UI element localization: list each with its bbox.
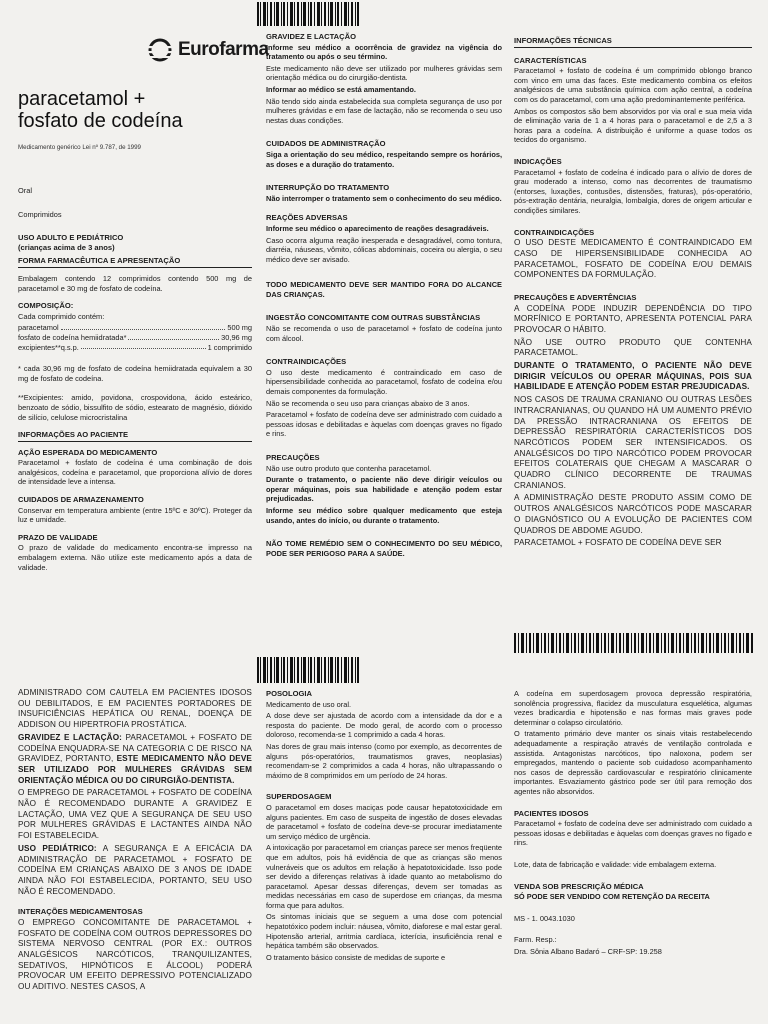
codeina-superdose-text: A codeína em superdosagem provoca depressão respiratória, sonolência progressiva, flacidez da musculatura esquelética, algumas vezes bradicardia e hipotensão e nas formas mais graves pode determinar o colapso circulatório. [514,689,752,727]
dosage-form: Comprimidos [18,209,62,219]
superdosagem-text-4: O tratamento básico consiste de medidas de suporte e [266,952,446,962]
footnote-2: **Excipientes: amido, povidona, crospovidona, ácido esteárico, benzoato de sódio, bissulfito de sódio, estearato de magnésio, dióxido de silício, celulose microcristalina [18,393,252,422]
idosos-text: Paracetamol + fosfato de codeína deve ser administrado com cuidado a pessoas idosas e debilitadas e àquelas com doenças graves no fígado e rins. [514,819,752,848]
composition-row [18,333,252,343]
column-2 [266,32,502,630]
cuidados-text: Conservar em temperatura ambiente (entre 15ºC e 30ºC). Proteger da luz e umidade. [18,505,252,525]
generic-note: Medicamento genérico Lei nº 9.787, de 1999 [18,144,142,151]
prec-bold: DURANTE O TRATAMENTO, O PACIENTE NÃO DEVE DIRIGIR VEÍCULOS OU OPERAR MÁQUINAS, POIS SUA HABILIDADE E ATENÇÃO PODEM ESTAR PREJUDICADAS. [514,361,752,392]
prec-caps-1: A CODEÍNA PODE INDUZIR DEPENDÊNCIA DO TIPO MORFÍNICO E PORTANTO, APRESENTA POTENCIAL PARA PROVOCAR O HÁBITO. [514,303,752,334]
column-3 [514,36,752,626]
precaucoes-bold: Durante o tratamento, o paciente não deve dirigir veículos ou operar máquinas, pois sua habilidade e atenção podem estar prejudicadas. [266,475,502,504]
product-title [18,88,183,132]
barcode-bottom-center [257,657,359,683]
brand-logo [148,38,269,62]
interacoes-caps: O EMPREGO CONCOMITANTE DE PARACETAMOL + FOSFATO DE CODEÍNA COM OUTROS DEPRESSORES DO SISTEMA NERVOSO CENTRAL (POR EX.: OUTROS ANALGÉSICOS NARCÓTICOS, TRANQUILIZANTES, SEDATIVOS, HIPNÓTICOS E ÁLCOOL) PODERÁ PROVOCAR UM EFEITO DEPRESSIVO POTENCIALIZADO OU ADITIVO. NESTES CASOS, A [18,917,252,992]
composition-value: 500 mg [227,323,252,333]
cuidados-title: CUIDADOS DE ARMAZENAMENTO [18,495,144,505]
tratamento-text: O tratamento primário deve manter os sinais vitais restabelecendo adequadamente a respiração através de ventilação controlada e assistida. Antagonistas narcóticos, tipo naloxona, podem ser empregados, mantendo o paciente sob cuidadoso acompanhamento nos casos de depressão cardiovascular e respiratório clinicamente importantes. Esvaziamento gástrico pode ser útil para remoção dos agentes não absorvidos. [514,729,752,796]
forma-text: Embalagem contendo 12 comprimidos contendo 500 mg de paracetamol e 30 mg de fosfato de codeína. [18,273,252,293]
section-forma: FORMA FARMACÊUTICA E APRESENTAÇÃO [18,256,252,268]
gravidez-caps: PARACETAMOL + FOSFATO DE CODEÍNA ENQUADRA-SE NA CATEGORIA C DE RISCO NA GRAVIDEZ, PORTANTO, [18,732,252,764]
contra-tec-title: CONTRAINDICAÇÕES [514,227,595,237]
product-title-line1: paracetamol + [18,88,146,110]
gravidez-caps-para [18,733,252,787]
prec-caps-3: NOS CASOS DE TRAUMA CRANIANO OU OUTRAS LESÕES INTRACRANIANAS, OU QUANDO HÁ UM AUMENTO PRÉVIO DA PRESSÃO INTRACRANIANA OS EFEITOS DE DEPRESSÃO RESPIRATÓRIA CARACTERÍSTICOS DOS NARCÓTICOS PODEM SER INTENSIFICADOS. OS ANALGÉSICOS DO TIPO NARCÓTICO PODEM PROVOCAR EFEITOS COLATERAIS QUE CHEGAM A MASCARAR O QUADRO CLÍNICO DECORRENTE DE TRAUMAS CRANIANOS. [514,395,752,490]
composition-value: 30,96 mg [221,332,252,342]
acao-text: Paracetamol + fosfato de codeína é uma combinação de dois analgésicos, codeína e paracetamol, que proporciona alívio de dores de intensidade leve a intensa. [18,458,252,487]
precaucoes-bold-2: Informe seu médico sobre qualquer medicamento que esteja usando, antes do início, ou durante o tratamento. [266,505,502,525]
admin-bold: Siga a orientação do seu médico, respeitando sempre os horários, as doses e a duração do tratamento. [266,149,502,169]
prec-caps-5: PARACETAMOL + FOSFATO DE CODEÍNA DEVE SER [514,538,722,548]
prec-caps-2: NÃO USE OUTRO PRODUTO QUE CONTENHA PARACETAMOL. [514,337,752,358]
gravidez-caps-2: O EMPREGO DE PARACETAMOL + FOSFATO DE CODEÍNA NÃO É RECOMENDADO DURANTE A GRAVIDEZ E LACTAÇÃO, UMA VEZ QUE A SEGURANÇA DE SEU USO POR MULHERES GRÁVIDAS E LACTANTES AINDA NÃO FOI ESTABELECIDA. [18,788,252,841]
prazo-title: PRAZO DE VALIDADE [18,532,98,542]
venda-bold: SÓ PODE SER VENDIDO COM RETENÇÃO DA RECEITA [514,892,710,902]
reacoes-bold: Informe seu médico o aparecimento de reações desagradáveis. [266,223,489,233]
reacoes-title: REAÇÕES ADVERSAS [266,213,348,223]
composition-name: paracetamol [18,323,59,333]
prec-caps-4: A ADMINISTRAÇÃO DESTE PRODUTO ASSIM COMO DE OUTROS ANALGÉSICOS NARCÓTICOS PODE MASCARAR O DIAGNÓSTICO OU A EVOLUÇÃO DE PACIENTES COM QUADROS DE ABDOME AGUDO. [514,493,752,535]
superdosagem-title: SUPERDOSAGEM [266,792,332,802]
column-6 [514,689,752,1024]
column-1 [18,186,252,626]
gravidez-caps-bold: ESTE MEDICAMENTO NÃO DEVE SER UTILIZADO POR MULHERES GRÁVIDAS SEM ORIENTAÇÃO MÉDICA OU DO CIRURGIÃO-DENTISTA. [18,754,252,785]
carac-title: CARACTERÍSTICAS [514,55,587,65]
ingestao-title: INGESTÃO CONCOMITANTE COM OUTRAS SUBSTÂNCIAS [266,313,481,323]
barcode-icon [257,2,359,26]
gravidez-text: Este medicamento não deve ser utilizado por mulheres grávidas sem orientação médica ou do cirurgião-dentista. [266,63,502,83]
idosos-title: PACIENTES IDOSOS [514,808,589,818]
reacoes-text: Caso ocorra alguma reação inesperada e desagradável, como tontura, diarréia, náuseas, vômito, cólicas abdominais, coceira ou alergia, o seu médico deve ser avisado. [266,235,502,264]
product-title-line2: fosfato de codeína [18,110,183,132]
age-group: USO ADULTO E PEDIÁTRICO [18,233,124,243]
farm-resp-label: Farm. Resp.: [514,935,557,945]
pediatrico-label: USO PEDIÁTRICO: [18,843,97,853]
admin-title: CUIDADOS DE ADMINISTRAÇÃO [266,139,386,149]
composition-name: excipientes**q.s.p. [18,342,79,352]
column-5 [266,689,502,1024]
contra-text-2: Não se recomenda o seu uso para crianças abaixo de 3 anos. [266,398,470,408]
carac-text: Paracetamol + fosfato de codeína é um comprimido oblongo branco com vinco em uma das faces. Este medicamento combina os efeitos analgésicos de uma substância química com ação central, a codeína com os do paracetamol, com uma ação predominantemente periférica. [514,66,752,104]
carac-text-2: Ambos os compostos são bem absorvidos por via oral e sua meia vida de eliminação varia de 1 a 4 horas para o paracetamol e de 2,5 a 3 horas para a codeína. A distribuição é uniforme a quase todos os tecidos do organismo. [514,106,752,145]
footnote-1: * cada 30,96 mg de fosfato de codeína hemiidratada equivalem a 30 mg de fosfato de codeína. [18,364,252,383]
posologia-text-2: A dose deve ser ajustada de acordo com a intensidade da dor e a resposta do paciente. De modo geral, de acordo com o processo doloroso, recomenda-se 1 comprimido a cada 4 horas. [266,711,502,740]
lote-text: Lote, data de fabricação e validade: vide embalagem externa. [514,859,717,869]
composition-name: fosfato de codeína hemiidratada* [18,332,127,342]
prazo-text: O prazo de validade do medicamento encontra-se impresso na embalagem externa. Não utilize este medicamento após a data de validade. [18,543,252,572]
acao-title: AÇÃO ESPERADA DO MEDICAMENTO [18,447,158,457]
brand-name: Eurofarma [178,39,269,60]
caps-1: ADMINISTRADO COM CAUTELA EM PACIENTES IDOSOS OU DEBILITADOS, E EM PACIENTES PORTADORES DE INSUFICIÊNCIAS HEPÁTICA OU RENAL, DOENÇA DE ADDISON OU HIPERTROFIA PROSTÁTICA. [18,688,252,730]
ms-registro: MS - 1. 0043.1030 [514,913,575,923]
superdosagem-text-3: Os sintomas iniciais que se seguem a uma dose com potencial hepatotóxico podem incluir: náusea, vômito, diaforese e mal estar geral. Hipotensão arterial, arritmia cardíaca, icterícia, insuficiência renal e hepática também são observados. [266,912,502,951]
eurofarma-ring-icon [148,38,174,62]
age-group-note: (crianças acima de 3 anos) [18,242,115,252]
composicao-title: COMPOSIÇÃO: [18,301,74,311]
composition-table [18,323,252,352]
barcode-icon [514,633,754,653]
barcode-top-left [257,2,359,26]
contra-tec-caps: O USO DESTE MEDICAMENTO É CONTRAINDICADO EM CASO DE HIPERSENSIBILIDADE CONHECIDA AO PARACETAMOL, FOSFATO DE CODEÍNA E/OU DEMAIS COMPONENTES DA FORMULAÇÃO. [514,238,752,280]
indic-title: INDICAÇÕES [514,156,562,166]
pediatrico-para [18,844,252,898]
prec-tec-title: PRECAUÇÕES E ADVERTÊNCIAS [514,292,637,302]
posologia-text-3: Nas dores de grau mais intenso (como por exemplo, as decorrentes de alguns pós-operatórios, traumatismos graves, neoplasias) recomendam-se 2 comprimidos a cada 4 horas, não ultrapassando o máximo de 8 comprimidos em um período de 24 horas. [266,741,502,780]
composicao-intro: Cada comprimido contém: [18,311,105,321]
superdosagem-text-2: A intoxicação por paracetamol em crianças parece ser menos freqüente que em adultos, pois há evidência de que as crianças são menos vulneráveis que os adultos em relação à hepatotoxicidade. Isso pode ser devido a diferenças relativas à idade quanto ao metabolismo do paracetamol. Apesar dessas diferenças, devem ser tomadas as medidas necessárias em caso de superdose em crianças, da mesma forma que para adultos. [266,843,502,910]
interrupcao-title: INTERRUPÇÃO DO TRATAMENTO [266,183,390,193]
gravidez-bold: Informe seu médico a ocorrência de gravidez na vigência do tratamento ou após o seu término. [266,42,502,62]
final-warning: NÃO TOME REMÉDIO SEM O CONHECIMENTO DO SEU MÉDICO, PODE SER PERIGOSO PARA A SAÚDE. [266,539,502,558]
contra-text: O uso deste medicamento é contraindicado em caso de hipersensibilidade conhecida ao paracetamol, fosfato de codeína e/ou demais componentes da formulação. [266,367,502,397]
farm-resp-name: Dra. Sônia Albano Badaró – CRF-SP: 19.258 [514,946,662,956]
pediatrico-caps: A SEGURANÇA E A EFICÁCIA DA ADMINISTRAÇÃO DE PARACETAMOL + FOSFATO DE CODEÍNA EM CRIANÇAS ABAIXO DE 3 ANOS DE IDADE AINDA NÃO FOI ESTABELECIDA, PORTANTO, SEU USO NÃO É RECOMENDADO. [18,843,252,896]
alcance-criancas: TODO MEDICAMENTO DEVE SER MANTIDO FORA DO ALCANCE DAS CRIANÇAS. [266,280,502,299]
interacoes-title: INTERAÇÕES MEDICAMENTOSAS [18,907,143,917]
precaucoes-title: PRECAUÇÕES [266,453,320,462]
composition-value: 1 comprimido [207,342,252,352]
posologia-text-1: Medicamento de uso oral. [266,699,352,709]
column-4 [18,688,252,1024]
section-info-paciente: INFORMAÇÕES AO PACIENTE [18,430,252,442]
venda-title: VENDA SOB PRESCRIÇÃO MÉDICA [514,881,644,891]
superdosagem-text-1: O paracetamol em doses maciças pode causar hepatotoxicidade em alguns pacientes. Em caso de suspeita de ingestão de doses elevadas de paracetamol + fosfato de codeína deve-se procurar imediatamente um serviço médico de urgência. [266,802,502,841]
composition-row [18,343,252,353]
route: Oral [18,186,32,195]
composition-row [18,323,252,333]
section-info-tecnicas: INFORMAÇÕES TÉCNICAS [514,36,752,48]
gravidez-title: GRAVIDEZ E LACTAÇÃO [266,32,356,41]
ingestao-text: Não se recomenda o uso de paracetamol + fosfato de codeína junto com álcool. [266,324,502,343]
barcode-mid-right [514,633,754,653]
interrupcao-bold: Não interromper o tratamento sem o conhecimento do seu médico. [266,193,502,203]
indic-text: Paracetamol + fosfato de codeína é indicado para o alívio de dores de grau moderado a intenso, como nas decorrentes de traumatismo (entorses, luxações, contusões, distensões, fraturas), pós-operatório, pós-extração dentária, neuralgia, lombalgia, dores de origem articular e condições similares. [514,167,752,215]
precaucoes-text: Não use outro produto que contenha paracetamol. [266,463,432,473]
gravidez-label: GRAVIDEZ E LACTAÇÃO: [18,732,122,742]
gravidez-text-2: Não tendo sido ainda estabelecida sua completa segurança de uso por mulheres grávidas e em fase de lactação, não se recomenda o seu uso nestas duas condições. [266,96,502,125]
gravidez-bold-2: Informar ao médico se está amamentando. [266,84,416,94]
barcode-icon [257,657,359,683]
contra-text-3: Paracetamol + fosfato de codeína deve ser administrado com cuidado a pessoas idosas e debilitadas e àquelas com doenças graves no fígado e rins. [266,410,502,439]
contra-title: CONTRAINDICAÇÕES [266,357,347,367]
posologia-title: POSOLOGIA [266,689,312,698]
